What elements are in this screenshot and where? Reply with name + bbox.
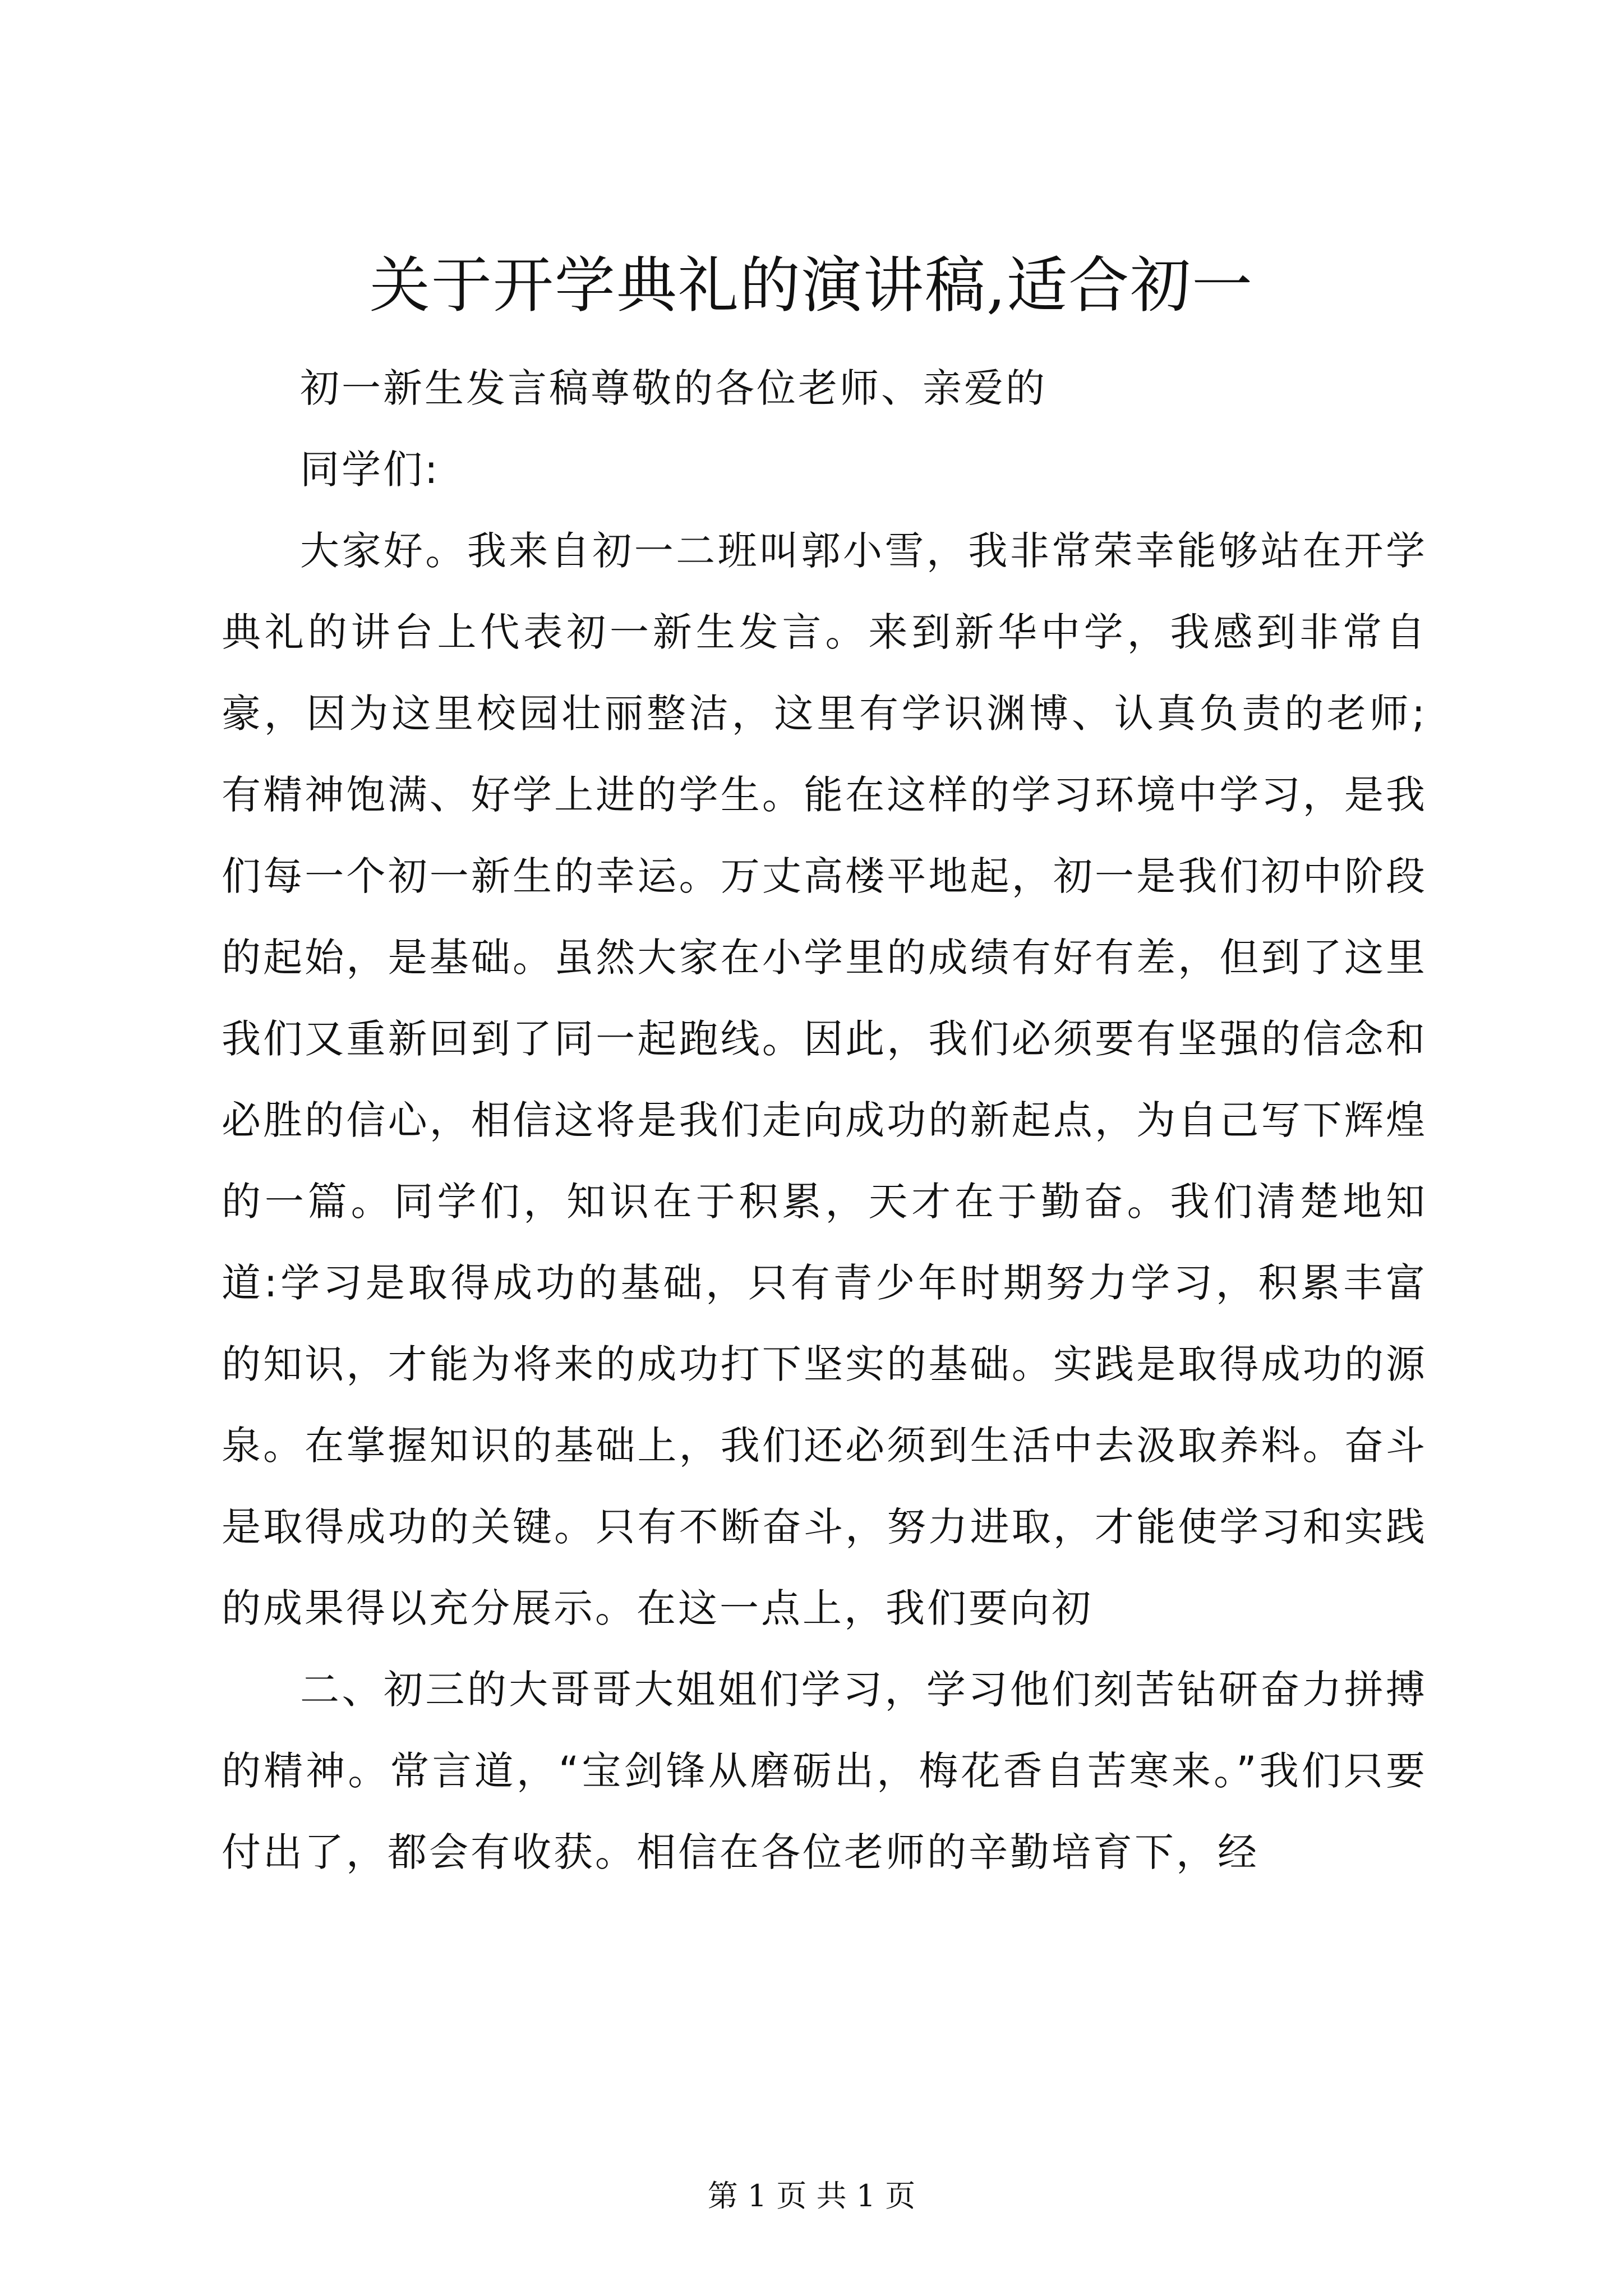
paragraph-main: 大家好。我来自初一二班叫郭小雪，我非常荣幸能够站在开学典礼的讲台上代表初一新生发言。来到新华中学，我感到非常自豪，因为这里校园壮丽整洁，这里有学识渊博、认真负责的老师;有精神饱满、好学上进的学生。能在这样的学习环境中学习，是我们每一个初一新生的幸运。万丈高楼平地起，初一是我们初中阶段的起始，是基础。虽然大家在小学里的成绩有好有差，但到了这里我们又重新回到了同一起跑线。因此，我们必须要有坚强的信念和必胜的信心，相信这将是我们走向成功的新起点，为自己写下辉煌的一篇。同学们，知识在于积累，天才在于勤奋。我们清楚地知道:学习是取得成功的基础，只有青少年时期努力学习，积累丰富的知识，才能为将来的成功打下坚实的基础。实践是取得成功的源泉。在掌握知识的基础上，我们还必须到生活中去汲取养料。奋斗是取得成功的关键。只有不断奋斗，努力进取，才能使学习和实践的成果得以充分展示。在这一点上，我们要向初 — [222, 528, 1427, 1631]
page-footer: 第 1 页 共 1 页 — [707, 2178, 916, 2214]
document-body — [222, 348, 1427, 1893]
paragraph-continuation: 二、初三的大哥哥大姐姐们学习，学习他们刻苦钻研奋力拼搏的精神。常言道，“宝剑锋从磨砺出，梅花香自苦寒来。”我们只要付出了，都会有收获。相信在各位老师的辛勤培育下，经 — [222, 1667, 1427, 1875]
document-title: 关于开学典礼的演讲稿,适合初一 — [369, 251, 1254, 321]
paragraph-audience: 同学们: — [300, 447, 440, 493]
paragraph-salutation: 初一新生发言稿尊敬的各位老师、亲爱的 — [300, 365, 1047, 411]
